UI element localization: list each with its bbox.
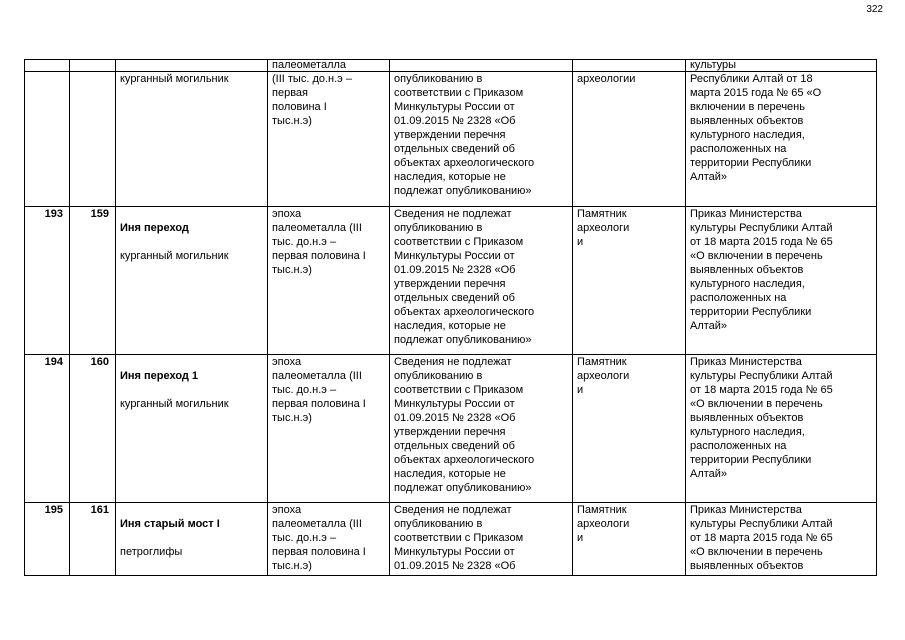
row-number: 194	[25, 355, 70, 503]
cell-category: Памятник археологи и	[573, 207, 686, 355]
cell-name	[116, 503, 268, 576]
cell-status: Сведения не подлежат опубликованию в соответствии с Приказом Минкультуры России от 01.09.2015 № 2328 «Об утверждении перечня отдельных сведений об объектах археологического наследия, которые не подлежат опубликованию»	[390, 207, 573, 355]
cell-name	[116, 207, 268, 355]
object-name: Иня переход	[120, 222, 189, 234]
object-type: курганный могильник	[120, 250, 229, 262]
row-number: 195	[25, 503, 70, 576]
cell-status: опубликованию в соответствии с Приказом Минкультуры России от 01.09.2015 № 2328 «Об утверждении перечня отдельных сведений об объектах археологического наследия, которые не подлежат опубликованию»	[390, 72, 573, 207]
table-row	[25, 355, 877, 503]
table-row	[25, 503, 877, 576]
cell-period: эпоха палеометалла (III тыс. до.н.э – первая половина I тыс.н.э)	[268, 503, 390, 576]
table-row	[25, 207, 877, 355]
object-type: курганный могильник	[120, 398, 229, 410]
object-number: 159	[70, 207, 116, 355]
page-number: 322	[866, 4, 883, 15]
cell-status	[390, 60, 573, 72]
cell-period: палеометалла	[268, 60, 390, 72]
cell-basis: культуры	[686, 60, 877, 72]
object-name: Иня переход 1	[120, 370, 199, 382]
cell-basis: Приказ Министерства культуры Республики Алтай от 18 марта 2015 года № 65 «О включении в перечень выявленных объектов	[686, 503, 877, 576]
cell-basis: Приказ Министерства культуры Республики Алтай от 18 марта 2015 года № 65 «О включении в перечень выявленных объектов культурного наследия, расположенных на территории Республики Алтай»	[686, 207, 877, 355]
object-type: петроглифы	[120, 546, 183, 558]
object-number: 161	[70, 503, 116, 576]
object-number: 160	[70, 355, 116, 503]
heritage-registry-table	[24, 59, 877, 576]
row-number: 193	[25, 207, 70, 355]
cell-name	[116, 60, 268, 72]
continuation-row-top	[25, 60, 877, 72]
cell-name	[116, 355, 268, 503]
cell-category: Памятник археологи и	[573, 355, 686, 503]
cell-status: Сведения не подлежат опубликованию в соответствии с Приказом Минкультуры России от 01.09.2015 № 2328 «Об утверждении перечня отдельных сведений об объектах археологического наследия, которые не подлежат опубликованию»	[390, 355, 573, 503]
cell-period: эпоха палеометалла (III тыс. до.н.э – первая половина I тыс.н.э)	[268, 355, 390, 503]
cell-num2	[70, 60, 116, 72]
cell-name	[116, 72, 268, 207]
cell-category	[573, 60, 686, 72]
cell-period: (III тыс. до.н.э – первая половина I тыс.н.э)	[268, 72, 390, 207]
cell-num1	[25, 72, 70, 207]
object-type: курганный могильник	[120, 73, 229, 85]
cell-num2	[70, 72, 116, 207]
continuation-row-main	[25, 72, 877, 207]
cell-status: Сведения не подлежат опубликованию в соответствии с Приказом Минкультуры России от 01.09.2015 № 2328 «Об	[390, 503, 573, 576]
cell-basis: Приказ Министерства культуры Республики Алтай от 18 марта 2015 года № 65 «О включении в перечень выявленных объектов культурного наследия, расположенных на территории Республики Алтай»	[686, 355, 877, 503]
cell-category: Памятник археологи и	[573, 503, 686, 576]
object-name: Иня старый мост I	[120, 518, 220, 530]
cell-basis: Республики Алтай от 18 марта 2015 года № 65 «О включении в перечень выявленных объектов культурного наследия, расположенных на территории Республики Алтай»	[686, 72, 877, 207]
cell-category: археологии	[573, 72, 686, 207]
cell-num1	[25, 60, 70, 72]
cell-period: эпоха палеометалла (III тыс. до.н.э – первая половина I тыс.н.э)	[268, 207, 390, 355]
